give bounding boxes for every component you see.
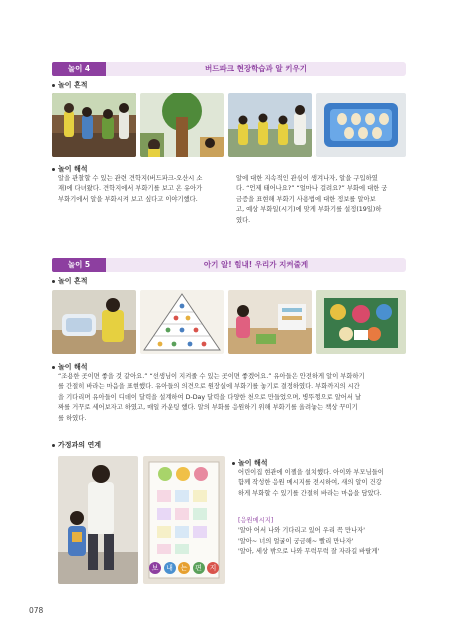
section5-tag: 놀이 5 [52,258,106,272]
section4-analysis-text: 놀이 해석 [58,165,88,173]
home-analysis [238,468,410,499]
text-line: 고, 예상 부화일(시기)에 맞게 부화기를 설정(19일)하 [236,206,382,214]
section4-header [52,62,406,76]
section5-trace-text: 놀이 흔적 [58,277,88,285]
board-letter: 지 [207,562,219,574]
section5-title: 아기 알! 힘내! 우리가 지켜줄게 [203,260,309,269]
text-line: 알에 대한 지속적인 관심이 생겨나자, 알을 구입하였 [236,175,378,182]
photo-message-board [143,456,225,584]
board-letter: 내 [164,562,176,574]
cheer-message: '알아, 세상 밖으로 나와 무럭무럭 잘 자라길 바랄게' [238,548,380,556]
section5-trace-label [52,276,88,286]
cheer-message: '알아 어서 나와 기다리고 있어 우리 꼭 만나자' [238,527,365,535]
text-line: 였다. [236,216,251,224]
section4-title: 버드파크 현장학습과 알 키우기 [204,64,308,73]
text-line: 하게 부화할 수 있기를 간절히 바라는 마음을 담았다. [238,489,382,497]
section5-analysis-label [52,362,88,372]
board-letter: 보 [149,562,161,574]
section5-analysis-text: 놀이 해석 [58,363,88,371]
section5-analysis [58,372,410,424]
board-letter: 는 [178,562,190,574]
section5-header [52,258,406,272]
home-link-label [52,440,101,450]
photo-children-outdoor [228,93,312,157]
section4-analysis-left [58,174,230,205]
text-line: 다. “언제 태어나요?” “얼마나 걸려요?” 부화에 대한 궁 [236,185,388,193]
section4-trace-label [52,80,88,90]
photo-parent-child-easel [58,456,138,584]
photo-children-birdpark [52,93,136,157]
section4-tag: 놀이 4 [52,62,106,76]
text-line: 짜를 거꾸로 세어보자고 하였고, 매일 카운팅 했다. 알의 부화를 응원하기 위해 부화기를 올려놓는 책상 꾸미기 [58,404,358,412]
home-analysis-text: 놀이 해석 [238,459,268,467]
section4-analysis-label [52,164,88,174]
text-line: 를 하였다. [58,414,87,422]
text-line: “조용한 곳이면 좋을 것 같아요.” “선생님이 지켜줄 수 있는 곳이면 좋겠어요.” 유아들은 안전하게 알이 부화하기 [58,373,365,380]
photo-tree-exhibit [140,93,224,157]
text-line: 를 간절히 바라는 마음을 표현했다. 유아들의 의견으로 원장실에 부화기를 놓기로 결정하였다. 부화까지의 시간 [58,383,360,391]
text-line: 알을 관찰할 수 있는 관련 견학지(버드파크-오산시 소 [58,175,203,182]
cheer-messages-heading: [응원메시지] [238,517,274,524]
text-line: 재)에 다녀왔다. 견학지에서 부화기를 보고 온 유아가 [58,185,203,193]
page-number: 078 [29,606,44,615]
photo-children-decorating [228,290,312,354]
home-link-text: 가정과의 연계 [58,441,102,449]
text-line: 부화기에서 알을 부화시켜 보고 싶다고 이야기했다. [58,195,198,203]
cheer-messages [238,516,410,558]
text-line: 금증을 표현해 부화기 사용법에 대한 정보를 알아보 [236,195,376,203]
photo-decorated-desk [316,290,406,354]
text-line: 을 기다리며 유아들이 디데이 달력을 설계하여 D-Day 달력을 다양한 천으로 만들었으며, 병뚜껑으로 알어서 날 [58,393,362,401]
home-analysis-label [232,458,268,468]
board-letters [149,562,219,574]
board-letter: 편 [193,562,205,574]
section4-trace-text: 놀이 흔적 [58,81,88,89]
photo-dday-calendar [140,290,224,354]
photo-child-with-incubator [52,290,136,354]
text-line: 어린이집 현관에 이젤을 설치했다. 아이와 부모님들이 [238,469,384,476]
photo-incubator [316,93,406,157]
text-line: 함께 작성한 응원 메시지를 전시하여, 새의 알이 건강 [238,479,382,487]
section4-analysis-right [236,174,408,226]
cheer-message: '알아~ 너의 얼굴이 궁금해~ 빨리 만나자' [238,537,354,545]
